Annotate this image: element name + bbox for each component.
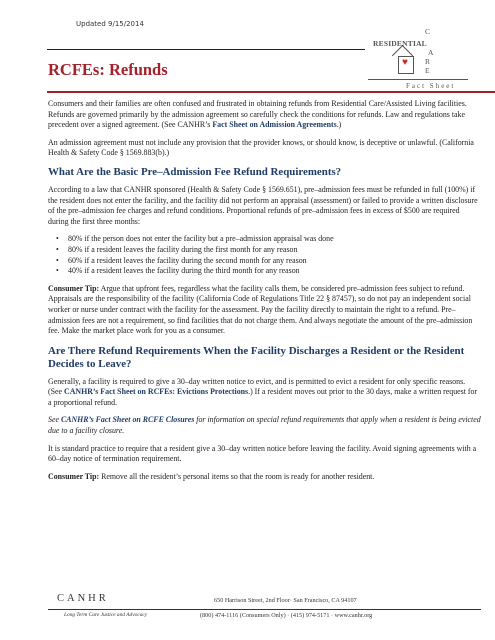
logo-letter-c: C <box>425 27 431 36</box>
notice-paragraph: It is standard practice to require that a resident give a 30–day written notice before leaving the facility. Avoid signing agreements with a 60–day notice of termination requirement. <box>48 443 477 464</box>
consumer-tip-2 <box>48 472 481 483</box>
closures-text-pre: See <box>48 415 61 425</box>
list-item: • 80% if the person does not enter the facility but a pre–admission appraisal was done <box>68 234 481 245</box>
title-rule <box>47 91 495 93</box>
page-footer <box>48 593 481 623</box>
discharge-text: Generally, a facility is required to give a 30–day written notice to evict, and is permitted to evict a resident for only specific reasons. (See <box>48 376 466 397</box>
logo-letter-e: E <box>425 66 430 75</box>
logo-letter-a: A <box>428 48 434 57</box>
footer-rule <box>48 609 481 610</box>
page-title: RCFEs: Refunds <box>48 60 168 79</box>
evictions-protections-link[interactable]: CANHR’s Fact Sheet on RCFEs: Evictions Protections <box>64 387 249 397</box>
discharge-text-end: .) If a resident moves out prior to the 30 days, make a written request for a proportional refund. <box>48 387 478 407</box>
preadmission-paragraph: According to a law that CANHR sponsored (Health & Safety Code § 1569.651), pre–admission fees must be refunded in full (100%) if the resident does not enter the facility, and the facility did not perform an appraisal (assessment) or failed to provide a written disclosure of the pre–admission fee charges and refund conditions. Proportional refunds of pre–admission fees in excess of $500 are required during the first three months: <box>48 184 478 226</box>
list-item: • 80% if a resident leaves the facility during the first month for any reason <box>68 245 481 256</box>
footer-tagline: Long Term Care Justice and Advocacy <box>64 612 148 618</box>
tip-text: Argue that upfront fees, regardless what the facility calls them, be considered pre–admission fees subject to refund. Appraisals are the responsibility of the facility (California Code of Regulations Title 22 § 87457), so do not pay an independent social worker or nurse under contract with the facility for the assessment. Pay the facility directly to maintain the right to a refund. Pre–admission fees are not a requirement, so find facilities that do not charge them. And always negotiate the amount of the pre–admission fee. Make the market place work for you as a consumer. <box>48 283 473 336</box>
intro-paragraph-1 <box>48 99 481 131</box>
section-heading-discharge: Are There Refund Requirements When the Facility Discharges a Resident or the Resident Decides to Leave? <box>48 344 465 370</box>
consumer-tip-1 <box>48 284 481 337</box>
logo-rule <box>368 79 468 80</box>
logo-wordmark: RESIDENTIAL <box>373 39 427 48</box>
tip-label: Consumer Tip: <box>48 471 100 481</box>
rcfe-closures-link[interactable]: CANHR’s Fact Sheet on RCFE Closures <box>60 415 195 425</box>
footer-address: 650 Harrison Street, 2nd Floor· San Francisco, CA 94107 <box>214 597 357 604</box>
closures-paragraph <box>48 415 481 436</box>
list-item: • 40% if a resident leaves the facility during the third month for any reason <box>68 266 481 277</box>
tip-label: Consumer Tip: <box>48 283 100 293</box>
discharge-paragraph-1 <box>48 377 481 409</box>
header-rule <box>47 49 365 50</box>
admission-agreements-link[interactable]: Fact Sheet on Admission Agreements <box>212 120 337 130</box>
section-heading-preadmission: What Are the Basic Pre–Admission Fee Refund Requirements? <box>48 165 342 178</box>
intro-text: Consumers and their families are often confused and frustrated in obtaining refunds from Residential Care/Assisted Living facilities. Refunds are governed primarily by the admission agreement so carefully check the conditions for refunds. Law and regulations take precedent over a signed agreement. (See CANHR’s <box>48 99 467 130</box>
intro-paragraph-2: An admission agreement must not include any provision that the provider knows, or should know, is deceptive or unlawful. (California Health & Safety Code § 1569.883(b).) <box>48 137 474 158</box>
closures-text-post: for information on special refund requirements that apply when a resident is being evicted due to a facility closure. <box>48 415 481 436</box>
fact-sheet-label: Fact Sheet <box>406 82 456 90</box>
footer-org-name: CANHR <box>57 593 109 604</box>
tip-text: Remove all the resident’s personal items so that the room is ready for another resident. <box>99 471 375 481</box>
heart-icon: ♥ <box>402 57 408 68</box>
intro-text-end: .) <box>336 120 342 130</box>
footer-contact: (800) 474-1116 (Consumers Only) · (415) 974-5171 · www.canhr.org <box>200 612 373 619</box>
updated-date: Updated 9/15/2014 <box>76 20 144 28</box>
logo-letter-r: R <box>425 57 431 66</box>
residential-care-logo <box>368 24 468 96</box>
refund-percentage-list <box>48 234 481 276</box>
list-item: • 60% if a resident leaves the facility during the second month for any reason <box>68 256 481 267</box>
document-body <box>48 99 481 489</box>
